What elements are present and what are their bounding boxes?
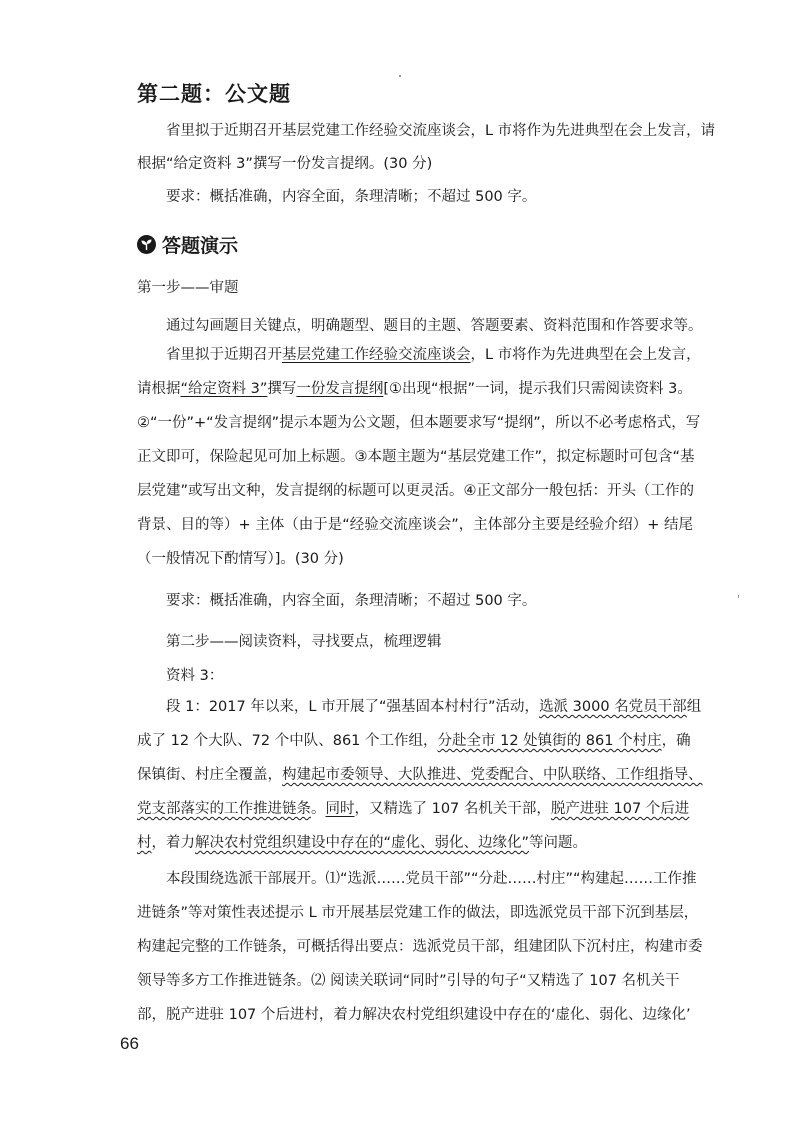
sprout-icon	[137, 235, 156, 254]
demo-heading	[137, 231, 238, 258]
underlined-phrase: “给定资料 3”	[180, 381, 268, 397]
underlined-phrase: 基层党建工作经验交流座谈会	[282, 347, 471, 363]
step1-intro: 通过勾画题目关键点，明确题型、题目的主题、答题要素、资料范围和作答要求等。	[166, 318, 703, 334]
wavy-phrase: 分赴全市 12 处镇街的 861 个村庄	[437, 733, 662, 749]
demo-title: 答题演示	[162, 235, 239, 257]
underlined-phrase: 同时	[325, 801, 355, 817]
question-requirement: 要求：概括准确，内容全面，条理清晰；不超过 500 字。	[166, 189, 537, 205]
scan-speck	[399, 75, 401, 77]
step1-paragraph: 省里拟于近期召开基层党建工作经验交流座谈会，L 市将作为先进典型在会上发言，请根据“给定资料 3”撰写一份发言提纲[①出现“根据”一词，提示我们只需阅读资料 3。②“一份”+“发言提纲”提示本题为公文题，但本题要求写“提纲”，所以不必考虑格式，写正文即可，保险起见可加上标题。③本题主题为“基层党建工作”，拟定标题时可包含“基层党建”或写出文种，发言提纲的标题可以更灵活。④正文部分一般包括：开头（工作的背景、目的等）+ 主体（由于是“经验交流座谈会”，主体部分主要是经验介绍）+ 结尾（一般情况下酌情写）]。(30 分)	[137, 347, 701, 567]
question-line-2: 根据“给定资料 3”撰写一份发言提纲。(30 分)	[137, 156, 433, 172]
underlined-phrase: 一份发言提纲	[296, 381, 384, 397]
analysis-paragraph: 本段围绕选派干部展开。⑴“选派……党员干部”“分赴……村庄”“构建起……工作推进链条”等对策性表述提示 L 市开展基层党建工作的做法，即选派党员干部下沉到基层，构建起完整的工作链条，可概括得出要点：选派党员干部，组建团队下沉村庄，构建市委领导等多方工作推进链条。⑵ 阅读关联词“同时”引导的句子“又精选了 107 名机关干部，脱产进驻 107 个后进村，着力解决农村党组织建设中存在的‘虚化、弱化、边缘化’	[137, 871, 703, 1023]
step2-title: 第二步——阅读资料，寻找要点，梳理逻辑	[166, 634, 442, 650]
wavy-phrase: 选派 3000 名党员干部	[539, 699, 687, 715]
wavy-phrase: 脱产进驻 107 个后进村	[137, 801, 690, 851]
material-paragraph: 段 1：2017 年以来，L 市开展了“强基固本村村行”活动，选派 3000 名党员干部组成了 12 个大队、72 个中队、861 个工作组，分赴全市 12 处镇街的 861 个村庄，确保镇街、村庄全覆盖，构建起市委领导、大队推进、党委配合、中队联络、工作组指导、党支部落实的工作推进链条。同时，又精选了 107 名机关干部，脱产进驻 107 个后进村，着力解决农村党组织建设中存在的“虚化、弱化、边缘化”等问题。	[137, 699, 703, 851]
step1-requirement: 要求：概括准确，内容全面，条理清晰；不超过 500 字。	[166, 593, 537, 609]
scan-speck	[738, 595, 739, 598]
material-label: 资料 3：	[166, 668, 224, 684]
question-line-1: 省里拟于近期召开基层党建工作经验交流座谈会，L 市将作为先进典型在会上发言，请	[166, 123, 716, 139]
section-title: 第二题：公文题	[137, 82, 291, 106]
wavy-phrase: 解决农村党组织建设中存在的“虚化、弱化、边缘化”	[195, 835, 530, 851]
wavy-phrase: 构建起市委领导、大队推进、党委配合、中队联络、工作组指导、党支部落实的工作推进链条	[137, 767, 703, 817]
step1-title: 第一步——审题	[137, 280, 239, 296]
page-number: 66	[120, 1034, 139, 1053]
